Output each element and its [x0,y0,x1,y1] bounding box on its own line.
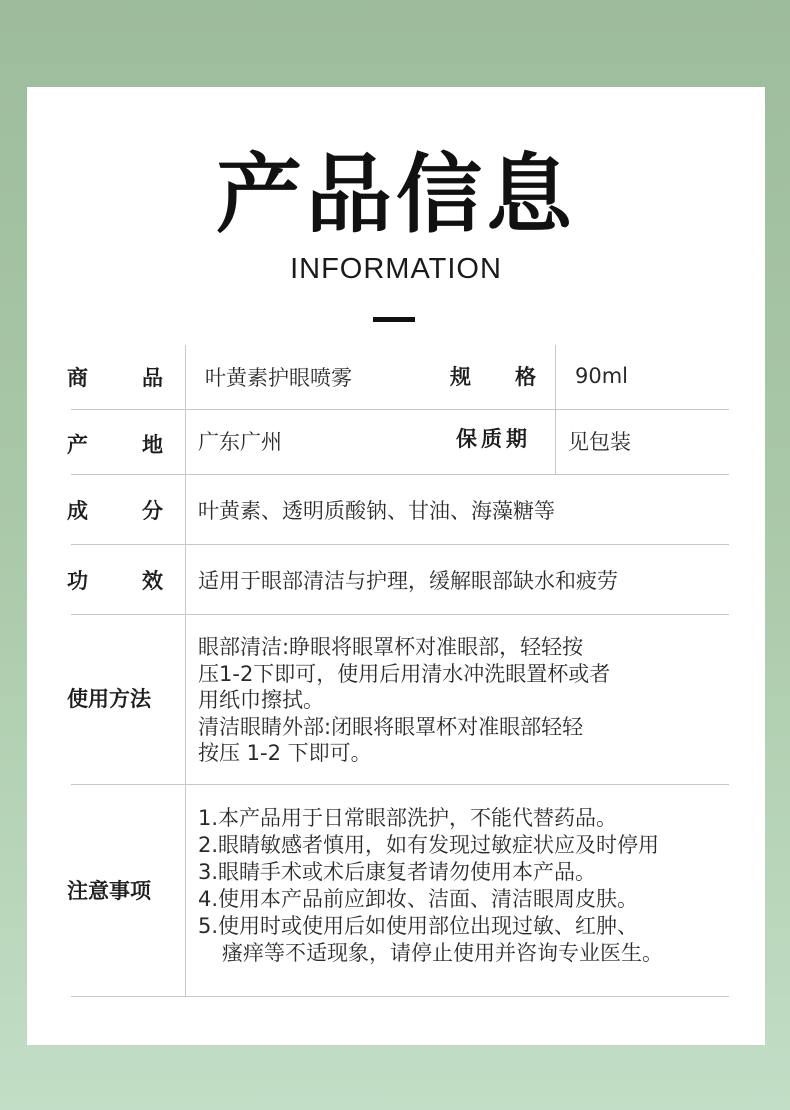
usage-line: 用纸巾擦拭。 [198,688,324,712]
notes-line: 瘙痒等不适现象，请停止使用并咨询专业医生。 [222,941,663,965]
spec-label: 规 格 [450,365,536,389]
info-card [27,87,765,1045]
row-divider [71,474,729,475]
column-divider [185,345,186,996]
spec-value: 90ml [575,364,629,388]
notes-line: 4.使用本产品前应卸妆、洁面、清洁眼周皮肤。 [198,887,639,911]
shelf-life-value: 见包装 [568,430,631,454]
function-value: 适用于眼部清洁与护理，缓解眼部缺水和疲劳 [198,569,618,593]
notes-text [198,805,663,967]
usage-text [198,634,610,767]
notes-line: 5.使用时或使用后如使用部位出现过敏、红肿、 [198,914,639,938]
title-divider [373,317,415,322]
column-divider [555,345,556,475]
origin-label: 产 地 [67,433,163,457]
row-divider [71,784,729,785]
function-label: 功 效 [67,569,163,593]
page-subtitle: INFORMATION [290,253,502,285]
row-divider [71,544,729,545]
usage-line: 压1-2下即可，使用后用清水冲洗眼置杯或者 [198,661,611,686]
ingredients-value: 叶黄素、透明质酸钠、甘油、海藻糖等 [198,499,555,523]
usage-line: 眼部清洁:睁眼将眼罩杯对准眼部，轻轻按 [198,635,584,659]
product-label: 商 品 [67,366,163,390]
notes-label: 注意事项 [67,879,151,903]
notes-line: 1.本产品用于日常眼部洗护，不能代替药品。 [198,806,618,830]
row-divider [71,409,729,410]
origin-value: 广东广州 [198,430,282,454]
row-divider [71,614,729,615]
usage-label: 使用方法 [67,687,151,711]
page-title: 产品信息 [216,145,576,245]
row-divider [71,996,729,997]
shelf-life-label: 保质期 [456,427,531,451]
usage-line: 清洁眼睛外部:闭眼将眼罩杯对准眼部轻轻 [198,714,584,739]
notes-line: 2.眼睛敏感者慎用，如有发现过敏症状应及时停用 [198,833,660,857]
usage-line: 按压 1-2 下即可。 [198,741,372,765]
product-value: 叶黄素护眼喷雾 [205,366,352,390]
ingredients-label: 成 分 [67,499,163,523]
notes-line: 3.眼睛手术或术后康复者请勿使用本产品。 [198,860,597,884]
